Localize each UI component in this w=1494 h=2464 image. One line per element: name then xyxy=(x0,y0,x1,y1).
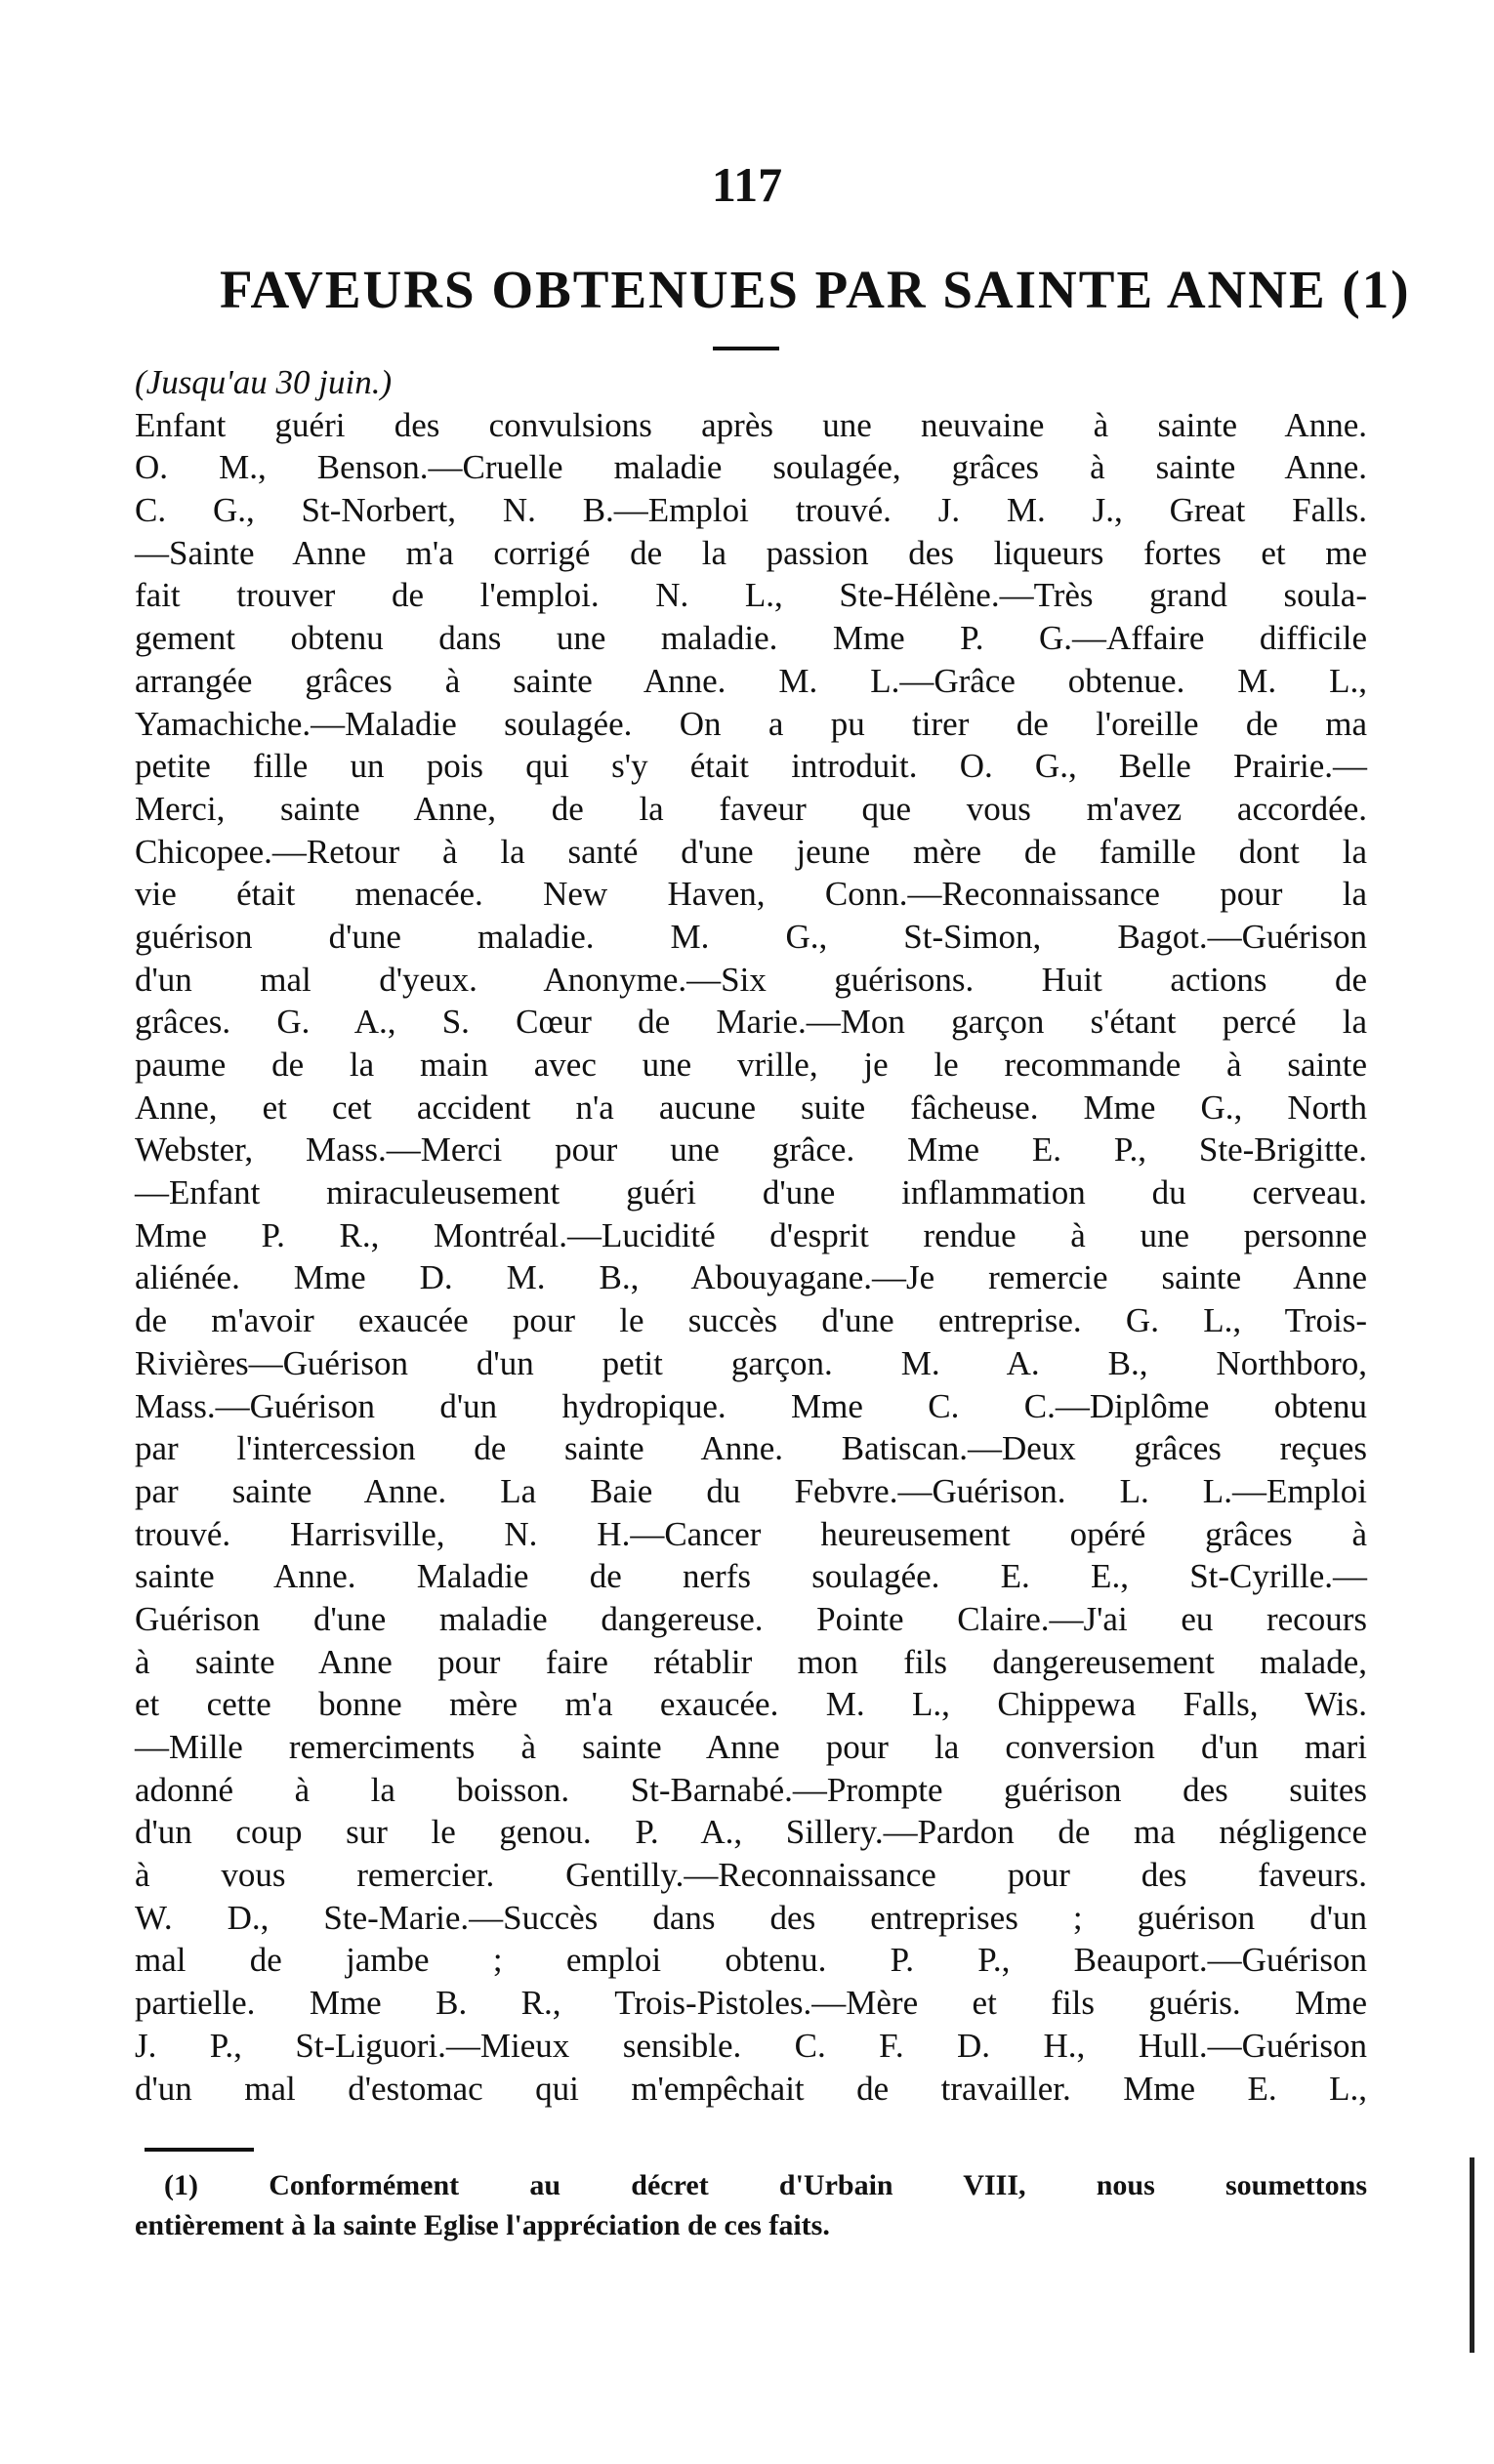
body-line: sainte Anne. Maladie de nerfs soulagée. E. E., St-Cyrille.— xyxy=(135,1557,1367,1596)
body-line: grâces. G. A., S. Cœur de Marie.—Mon garçon s'étant percé la xyxy=(135,1003,1367,1042)
body-line: Merci, sainte Anne, de la faveur que vous m'avez accordée. xyxy=(135,789,1367,828)
body-line: fait trouver de l'emploi. N. L., Ste-Hélène.—Très grand soula- xyxy=(135,576,1367,615)
body-text xyxy=(135,361,1367,2110)
body-line: à sainte Anne pour faire rétablir mon fils dangereusement malade, xyxy=(135,1642,1367,1681)
body-line: aliénée. Mme D. M. B., Abouyagane.—Je remercie sainte Anne xyxy=(135,1258,1367,1297)
body-line: Mme P. R., Montréal.—Lucidité d'esprit rendue à une personne xyxy=(135,1215,1367,1254)
body-line: mal de jambe ; emploi obtenu. P. P., Beauport.—Guérison xyxy=(135,1941,1367,1980)
body-line: Chicopee.—Retour à la santé d'une jeune mère de famille dont la xyxy=(135,832,1367,871)
page-edge-mark xyxy=(1470,2157,1474,2353)
body-line: Rivières—Guérison d'un petit garçon. M. A. B., Northboro, xyxy=(135,1343,1367,1382)
body-line: —Mille remerciments à sainte Anne pour la conversion d'un mari xyxy=(135,1728,1367,1766)
body-line: Webster, Mass.—Merci pour une grâce. Mme E. P., Ste-Brigitte. xyxy=(135,1130,1367,1170)
footnote-line: (1) Conformément au décret d'Urbain VIII, nous soumettons xyxy=(164,2169,1367,2201)
body-line: Guérison d'une maladie dangereuse. Pointe Claire.—J'ai eu recours xyxy=(135,1599,1367,1638)
body-line: —Enfant miraculeusement guéri d'une inflammation du cerveau. xyxy=(135,1173,1367,1212)
body-line: d'un mal d'estomac qui m'empêchait de travailler. Mme E. L., xyxy=(135,2069,1367,2108)
footnote-line: entièrement à la sainte Eglise l'appréciation de ces faits. xyxy=(135,2209,830,2241)
page-title: FAVEURS OBTENUES PAR SAINTE ANNE (1) xyxy=(220,260,1411,319)
body-line: et cette bonne mère m'a exaucée. M. L., Chippewa Falls, Wis. xyxy=(135,1685,1367,1724)
body-line: de m'avoir exaucée pour le succès d'une entreprise. G. L., Trois- xyxy=(135,1301,1367,1340)
page-number: 117 xyxy=(711,157,783,212)
body-line: gement obtenu dans une maladie. Mme P. G.—Affaire difficile xyxy=(135,619,1367,658)
body-line: (Jusqu'au 30 juin.) xyxy=(135,363,393,401)
body-line: trouvé. Harrisville, N. H.—Cancer heureusement opéré grâces à xyxy=(135,1514,1367,1553)
body-line: Yamachiche.—Maladie soulagée. On a pu tirer de l'oreille de ma xyxy=(135,704,1367,743)
body-line: O. M., Benson.—Cruelle maladie soulagée, grâces à sainte Anne. xyxy=(135,448,1367,487)
body-line: J. P., St-Liguori.—Mieux sensible. C. F. D. H., Hull.—Guérison xyxy=(135,2026,1367,2065)
body-line: W. D., Ste-Marie.—Succès dans des entreprises ; guérison d'un xyxy=(135,1898,1367,1937)
footnote-divider xyxy=(145,2148,254,2152)
body-line: paume de la main avec une vrille, je le recommande à sainte xyxy=(135,1046,1367,1084)
footnote xyxy=(135,2165,1367,2245)
body-line: guérison d'une maladie. M. G., St-Simon, Bagot.—Guérison xyxy=(135,917,1367,956)
body-line: par l'intercession de sainte Anne. Batiscan.—Deux grâces reçues xyxy=(135,1429,1367,1468)
body-line: Anne, et cet accident n'a aucune suite fâcheuse. Mme G., North xyxy=(135,1088,1367,1127)
body-line: Mass.—Guérison d'un hydropique. Mme C. C.—Diplôme obtenu xyxy=(135,1386,1367,1425)
body-line: partielle. Mme B. R., Trois-Pistoles.—Mère et fils guéris. Mme xyxy=(135,1984,1367,2023)
body-line: adonné à la boisson. St-Barnabé.—Prompte guérison des suites xyxy=(135,1770,1367,1809)
body-line: par sainte Anne. La Baie du Febvre.—Guérison. L. L.—Emploi xyxy=(135,1471,1367,1510)
body-line: petite fille un pois qui s'y était introduit. O. G., Belle Prairie.— xyxy=(135,747,1367,786)
body-line: vie était menacée. New Haven, Conn.—Reconnaissance pour la xyxy=(135,875,1367,914)
title-divider xyxy=(713,347,779,350)
body-line: C. G., St-Norbert, N. B.—Emploi trouvé. J. M. J., Great Falls. xyxy=(135,491,1367,530)
body-line: à vous remercier. Gentilly.—Reconnaissance pour des faveurs. xyxy=(135,1856,1367,1895)
body-line: d'un mal d'yeux. Anonyme.—Six guérisons. Huit actions de xyxy=(135,960,1367,999)
body-line: d'un coup sur le genou. P. A., Sillery.—Pardon de ma négligence xyxy=(135,1813,1367,1852)
body-line: Enfant guéri des convulsions après une neuvaine à sainte Anne. xyxy=(135,405,1367,444)
body-line: arrangée grâces à sainte Anne. M. L.—Grâce obtenue. M. L., xyxy=(135,661,1367,700)
body-line: —Sainte Anne m'a corrigé de la passion des liqueurs fortes et me xyxy=(135,533,1367,572)
